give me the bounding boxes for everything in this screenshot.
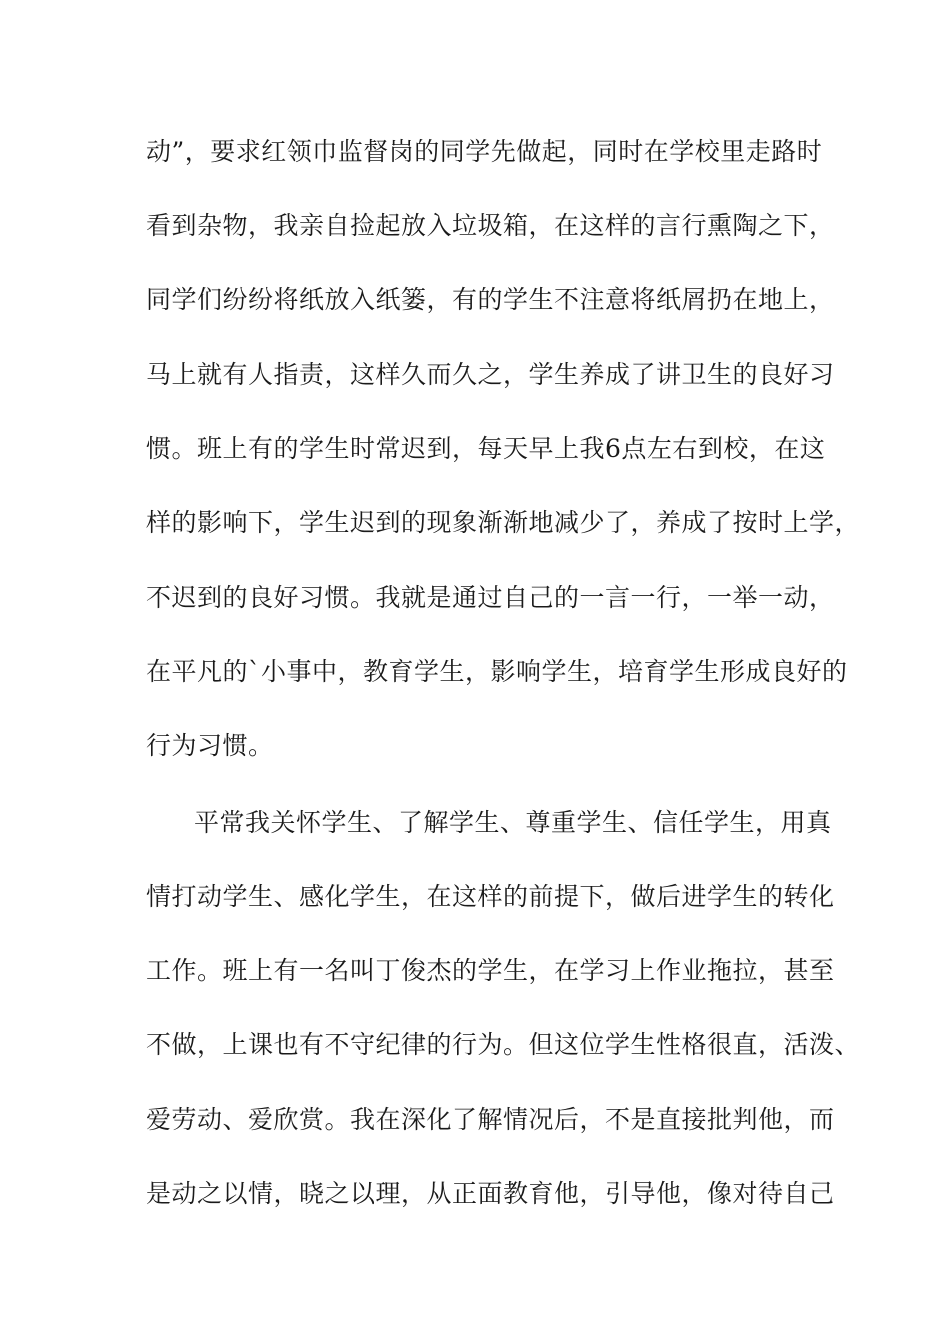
text-line: 工作。班上有一名叫丁俊杰的学生，在学习上作业拖拉，甚至 bbox=[146, 956, 835, 985]
text-line: 在平凡的`小事中，教育学生，影响学生，培育学生形成良好的 bbox=[146, 657, 848, 686]
text-line: 情打动学生、感化学生，在这样的前提下，做后进学生的转化 bbox=[146, 882, 835, 911]
text-line: 爱劳动、爱欣赏。我在深化了解情况后，不是直接批判他，而 bbox=[146, 1105, 835, 1134]
text-line: 是动之以情，晓之以理，从正面教育他，引导他，像对待自己 bbox=[146, 1179, 835, 1208]
text-line: 不做，上课也有不守纪律的行为。但这位学生性格很直，活泼、 bbox=[146, 1030, 861, 1059]
text-line: 行为习惯。 bbox=[146, 731, 274, 760]
text-line: 动”，要求红领巾监督岗的同学先做起，同时在学校里走路时 bbox=[146, 137, 823, 166]
paragraph-first-line: 平常我关怀学生、了解学生、尊重学生、信任学生，用真 bbox=[194, 808, 832, 837]
text-line: 不迟到的良好习惯。我就是通过自己的一言一行，一举一动， bbox=[146, 583, 835, 612]
text-line: 惯。班上有的学生时常迟到，每天早上我6点左右到校，在这 bbox=[146, 434, 826, 463]
text-line: 样的影响下，学生迟到的现象渐渐地减少了，养成了按时上学， bbox=[146, 508, 861, 537]
text-line: 看到杂物，我亲自捡起放入垃圾箱，在这样的言行熏陶之下， bbox=[146, 211, 835, 240]
text-line: 同学们纷纷将纸放入纸篓，有的学生不注意将纸屑扔在地上， bbox=[146, 285, 835, 314]
text-line: 马上就有人指责，这样久而久之，学生养成了讲卫生的良好习 bbox=[146, 360, 835, 389]
